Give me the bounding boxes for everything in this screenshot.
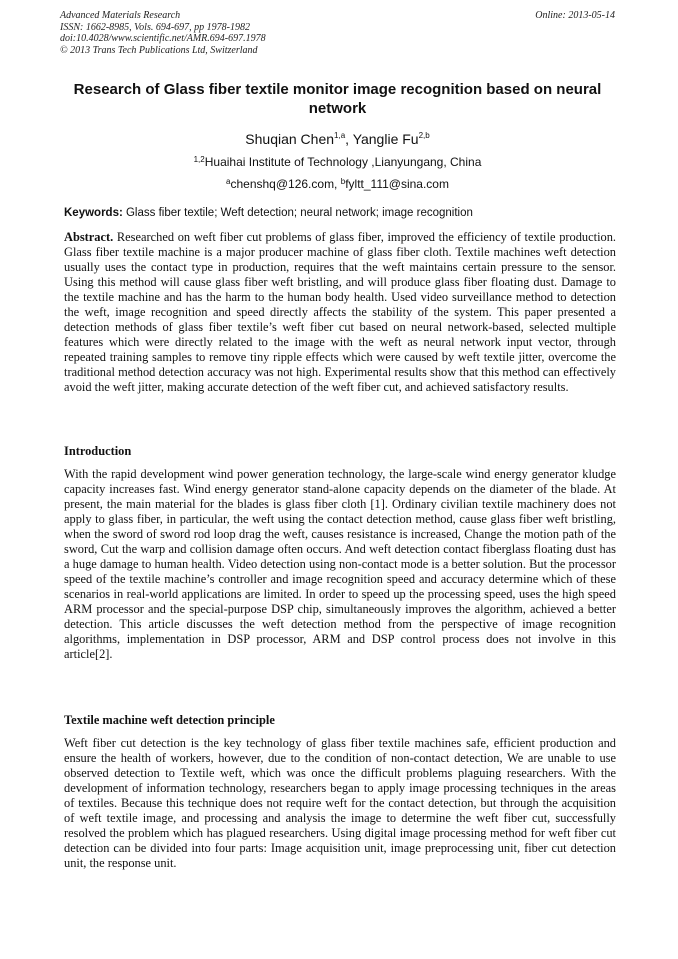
keywords-label: Keywords: bbox=[64, 207, 123, 219]
author-superscript: 2,b bbox=[418, 131, 430, 140]
doi-line[interactable]: doi:10.4028/www.scientific.net/AMR.694-697.1978 bbox=[60, 33, 266, 44]
author-emails bbox=[60, 177, 615, 192]
email-link[interactable]: chenshq@126.com, bbox=[230, 177, 341, 191]
abstract bbox=[64, 230, 616, 395]
affiliation-superscript: 1,2 bbox=[193, 155, 205, 164]
email-link[interactable]: fyltt_111@sina.com bbox=[345, 177, 449, 191]
abstract-text: Researched on weft fiber cut problems of glass fiber, improved the efficiency of textile production. Glass fiber textile machine is a major producer machine of glass fiber cloth. Textile machines weft detection usually uses the contact type in production, requires that the weft maintains certain pressure to the sensor. Using this method will cause glass fiber weft bristling, and will produce glass fiber floating dust. Damage to the textile machine and has the harm to the human body health. Used video surveillance method to detection the weft, image recognition and speed directly affects the stability of the system. This paper presented a detection methods of glass fiber textile’s weft fiber cut based on neural network-based, selected multiple features which were directly related to the image with the weft as neural network input vector, through repeated training samples to remove tiny ripple effects which were caused by weft textile jitter, overcome the traditional method detection accuracy was not high. Experimental results show that this method can effectively avoid the weft jitter, making accurate detection of the weft fiber cut, and achieved satisfactory results. bbox=[64, 230, 616, 394]
weft-detection-paragraph: Weft fiber cut detection is the key technology of glass fiber textile machines safe, efficient production and ensure the health of workers, however, due to the condition of non-contact detection, We are unable to use observed detection to Textile weft, which was once the difficult problems plaguing researchers. With the development of information technology, researchers began to apply image processing techniques in the areas of textiles. Because this technique does not require weft for the contact detection, but through the acquisition of weft textile image, and processing and analysis the image to determine the weft fiber cut, successfully resolved the problem which has plagued researchers. Using digital image processing method for weft fiber cut detection can be divided into four parts: Image acquisition unit, image preprocessing unit, fiber cut detection unit, the response unit. bbox=[64, 736, 616, 870]
abstract-label: Abstract. bbox=[64, 230, 114, 244]
author-separator: , bbox=[345, 131, 353, 147]
section-heading-weft-detection: Textile machine weft detection principle bbox=[64, 713, 275, 727]
email-superscript: a bbox=[226, 177, 231, 186]
affiliation bbox=[60, 155, 615, 170]
introduction-paragraph: With the rapid development wind power generation technology, the large-scale wind energy generator kludge capacity increases fast. Wind energy generator stand-alone capacity depends on the diameter of the blade. At present, the main material for the blades is glass fiber cloth [1]. Ordinary civilian textile machinery does not apply to glass fiber, in particular, the weft using the contact detection method, cause glass fiber weft bristling, when the sword of sword rod loop drag the weft, causes resistance is increased, Change the motion path of the sword, Cut the warp and collision damage often occurs. And weft detection contact fiberglass floating dust has a huge damage to human health. Video detection using non-contact mode is a better solution. But the processor speed of the textile machine’s controller and image recognition speed and accuracy determine which of these scenarios in real-world applications are limited. In order to speed up the processing speed, uses the high speed ARM processor and the special-purpose DSP chip, simultaneously improves the algorithm, achieved a better detection. This article discusses the weft detection method from the perspective of image recognition algorithms, implementation in DSP processor, ARM and DSP control process does not involve in this article[2]. bbox=[64, 467, 616, 661]
author-superscript: 1,a bbox=[334, 131, 346, 140]
section-heading-introduction: Introduction bbox=[64, 444, 132, 458]
email-superscript: b bbox=[340, 177, 346, 186]
author-name: Shuqian Chen bbox=[245, 131, 335, 147]
author-list bbox=[60, 130, 615, 148]
journal-info bbox=[60, 10, 266, 56]
author-name: Yanglie Fu bbox=[352, 131, 419, 147]
online-date: Online: 2013-05-14 bbox=[535, 10, 615, 21]
journal-name: Advanced Materials Research bbox=[60, 10, 181, 21]
paper-title: Research of Glass fiber textile monitor image recognition based on neural network bbox=[73, 81, 602, 117]
keywords bbox=[64, 206, 616, 221]
copyright-line: © 2013 Trans Tech Publications Ltd, Switzerland bbox=[60, 44, 258, 56]
affiliation-text: Huaihai Institute of Technology ,Lianyungang, China bbox=[204, 155, 482, 169]
keywords-text: Glass fiber textile; Weft detection; neural network; image recognition bbox=[122, 207, 473, 219]
page-header bbox=[60, 10, 615, 56]
issn-line: ISSN: 1662-8985, Vols. 694-697, pp 1978-1982 bbox=[60, 21, 250, 33]
